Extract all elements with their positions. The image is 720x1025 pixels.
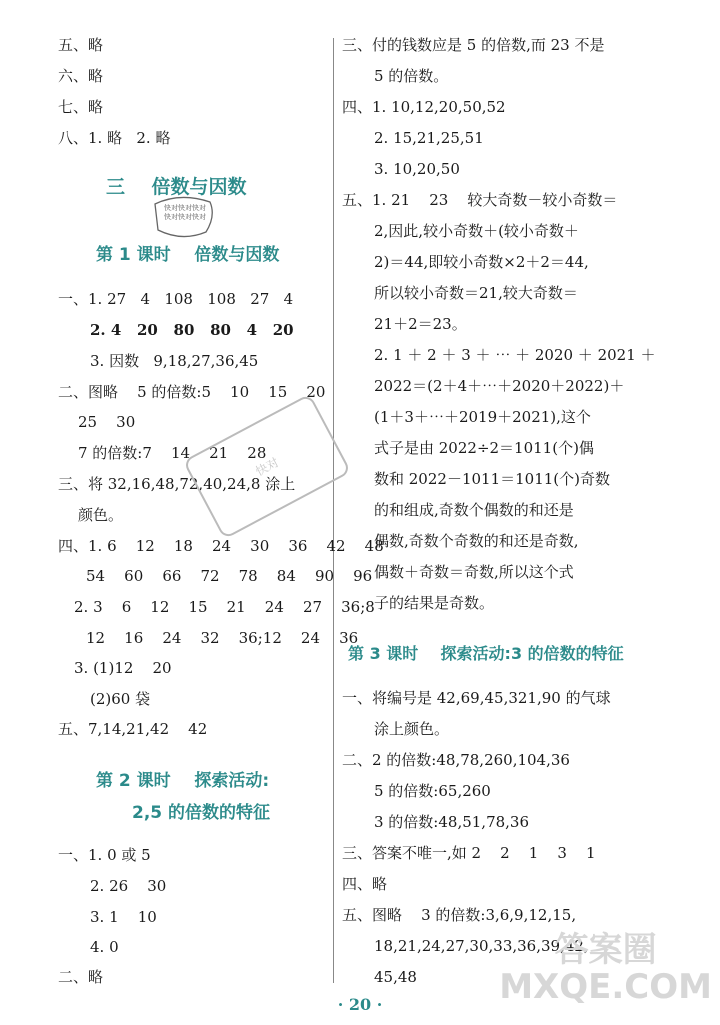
answer-line: 4. 0: [90, 938, 119, 956]
answer-line: 2022＝(2＋4＋⋯＋2020＋2022)＋: [374, 377, 625, 395]
answer-line: 2)＝44,即较小奇数×2＋2＝44,: [374, 253, 589, 271]
answer-line: 3 的倍数:48,51,78,36: [374, 813, 530, 831]
answer-line: 七、略: [58, 98, 104, 116]
answer-line: 五、1. 21 23 较大奇数－较小奇数＝: [342, 191, 618, 209]
answer-line: 5 的倍数:65,260: [374, 782, 491, 800]
lesson-1-title: 第 1 课时 倍数与因数: [96, 245, 280, 265]
lesson-2-title: 第 2 课时 探索活动:: [96, 771, 270, 791]
answer-line: 7 的倍数:7 14 21 28: [78, 444, 267, 462]
answer-line: 一、1. 0 或 5: [58, 846, 151, 864]
kuaidui-stamp: 快对: [183, 393, 352, 539]
answer-line: 3. 因数 9,18,27,36,45: [90, 352, 259, 370]
answer-line: 3. (1)12 20: [74, 659, 172, 677]
answer-line: 六、略: [58, 67, 104, 85]
logo-text: 快对快对快对 快对快对快对: [164, 204, 206, 221]
answer-line: 45,48: [374, 968, 417, 986]
answer-line: 二、2 的倍数:48,78,260,104,36: [342, 751, 570, 769]
lesson-3-title: 第 3 课时 探索活动:3 的倍数的特征: [348, 644, 624, 663]
answer-line: 子的结果是奇数。: [374, 594, 495, 612]
answer-line: 54 60 66 72 78 84 90 96: [86, 567, 373, 585]
answer-line: (2)60 袋: [90, 690, 151, 708]
unit-title: 三 倍数与因数: [106, 176, 247, 198]
answer-line: 二、图略 5 的倍数:5 10 15 20: [58, 383, 326, 401]
answer-line: 2. 26 30: [90, 877, 167, 895]
answer-line: 偶数＋奇数＝奇数,所以这个式: [374, 563, 574, 581]
answer-line: 2. 1 ＋ 2 ＋ 3 ＋ ⋯ ＋ 2020 ＋ 2021 ＋: [374, 346, 656, 364]
answer-line: 三、答案不唯一,如 2 2 1 3 1: [342, 844, 596, 862]
answer-line: 五、7,14,21,42 42: [58, 720, 208, 738]
answer-line: 2. 15,21,25,51: [374, 129, 484, 147]
answer-line: 3. 10,20,50: [374, 160, 460, 178]
site-watermark: 答案圈 MXQE.COM: [499, 930, 712, 1008]
answer-line: (1＋3＋⋯＋2019＋2021),这个: [374, 408, 591, 426]
lesson-2-subtitle: 2,5 的倍数的特征: [132, 803, 271, 823]
answer-line: 五、略: [58, 36, 104, 54]
answer-line: 数和 2022－1011＝1011(个)奇数: [374, 470, 610, 488]
answer-line: 一、1. 27 4 108 108 27 4: [58, 290, 294, 308]
answer-line: 18,21,24,27,30,33,36,39,42,: [374, 937, 589, 955]
answer-line: 2,因此,较小奇数＋(较小奇数＋: [374, 222, 579, 240]
answer-line: 二、略: [58, 968, 104, 986]
answer-line: 八、1. 略 2. 略: [58, 129, 171, 147]
answer-line: 2. 3 6 12 15 21 24 27 36;8: [74, 598, 375, 616]
answer-line: 颜色。: [78, 506, 124, 524]
answer-line: 12 16 24 32 36;12 24 36: [86, 629, 359, 647]
answer-line: 四、略: [342, 875, 388, 893]
answer-line: 2. 4 20 80 80 4 20: [90, 321, 294, 339]
answer-line: 3. 1 10: [90, 908, 157, 926]
kuaidui-logo: [150, 192, 220, 244]
answer-line: 四、1. 6 12 18 24 30 36 42 48: [58, 537, 384, 555]
answer-line: 三、付的钱数应是 5 的倍数,而 23 不是: [342, 36, 605, 54]
answer-line: 5 的倍数。: [374, 67, 449, 85]
answer-line: 25 30: [78, 413, 136, 431]
answer-line: 21＋2＝23。: [374, 315, 467, 333]
answer-line: 一、将编号是 42,69,45,321,90 的气球: [342, 689, 611, 707]
answer-line: 所以较小奇数＝21,较大奇数＝: [374, 284, 578, 302]
answer-line: 涂上颜色。: [374, 720, 450, 738]
answer-line: 的和组成,奇数个偶数的和还是: [374, 501, 574, 519]
answer-line: 式子是由 2022÷2＝1011(个)偶: [374, 439, 594, 457]
answer-line: 四、1. 10,12,20,50,52: [342, 98, 506, 116]
column-divider: [333, 38, 334, 983]
answer-line: 偶数,奇数个奇数的和还是奇数,: [374, 532, 579, 550]
answer-line: 三、将 32,16,48,72,40,24,8 涂上: [58, 475, 296, 493]
answer-line: 五、图略 3 的倍数:3,6,9,12,15,: [342, 906, 577, 924]
page-number: · 20 ·: [337, 995, 383, 1014]
